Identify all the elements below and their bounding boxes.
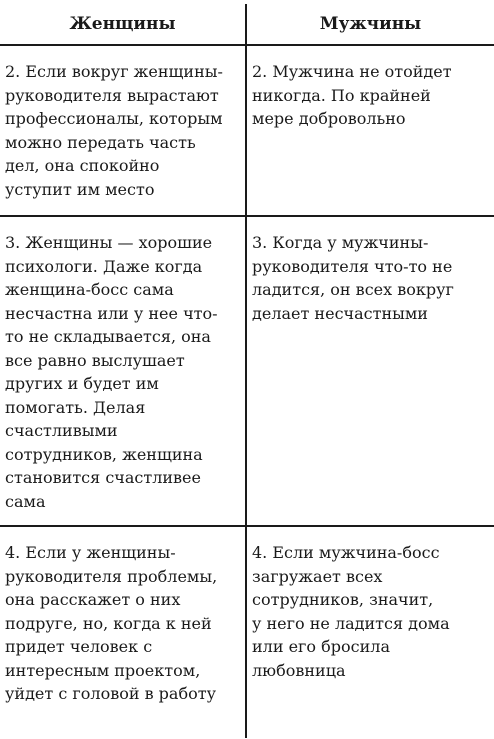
text-line: руководителя проблемы, [5,566,218,586]
header-women: Женщины [0,4,246,45]
text-line: никогда. По крайней [252,85,431,105]
text-line: 3. Женщины — хорошие [5,233,213,252]
text-line: несчастна или у нее что- [5,303,218,323]
cell-men [246,216,494,526]
text-line: дел, она спокойно [5,156,160,175]
text-line: руководителя вырастают [5,85,219,105]
text-line: все равно выслушает [5,350,185,370]
text-line: сотрудников, значит, [252,590,434,609]
table-row [0,45,494,216]
text-line: интересным проектом, [5,660,201,680]
table-row [0,216,494,526]
text-line: подруге, но, когда к ней [5,613,212,633]
text-line: 4. Если у женщины- [5,543,176,562]
text-line: 2. Если вокруг женщины- [5,62,223,81]
text-line: придет человек с [5,637,153,656]
text-line: руководителя что-то не [252,256,453,276]
text-line: профессионалы, которым [5,109,223,128]
text-line: у него не ладится дома [252,613,450,633]
cell-men [246,526,494,738]
text-line: помогать. Делая [5,397,146,417]
text-line: женщина-босс сама [5,280,174,299]
text-line: уйдет с головой в работу [5,684,216,703]
text-line: мере добровольно [252,109,406,128]
text-line: любовница [252,660,346,680]
table-row [0,526,494,738]
text-line: психологи. Даже когда [5,256,203,276]
text-line: или его бросила [252,637,390,656]
cell-women [0,216,246,526]
text-line: становится счастливее [5,468,201,487]
cell-men [246,45,494,216]
text-line: она расскажет о них [5,590,181,609]
cell-women [0,45,246,216]
header-row [0,4,494,45]
text-line: сотрудников, женщина [5,444,203,464]
text-line: ладится, он всех вокруг [252,280,454,299]
text-line: других и будет им [5,374,159,393]
text-line: загружает всех [252,566,383,586]
text-line: счастливыми [5,421,118,440]
text-line: 2. Мужчина не отойдет [252,62,452,81]
text-line: 3. Когда у мужчины- [252,233,429,252]
header-men: Мужчины [246,4,494,45]
text-line: можно передать часть [5,132,196,152]
text-line: делает несчастными [252,303,428,323]
cell-women [0,526,246,738]
text-line: сама [5,491,46,511]
text-line: 4. Если мужчина-босс [252,543,440,562]
comparison-table [0,4,494,738]
text-line: уступит им место [5,179,155,199]
text-line: то не складывается, она [5,327,211,346]
